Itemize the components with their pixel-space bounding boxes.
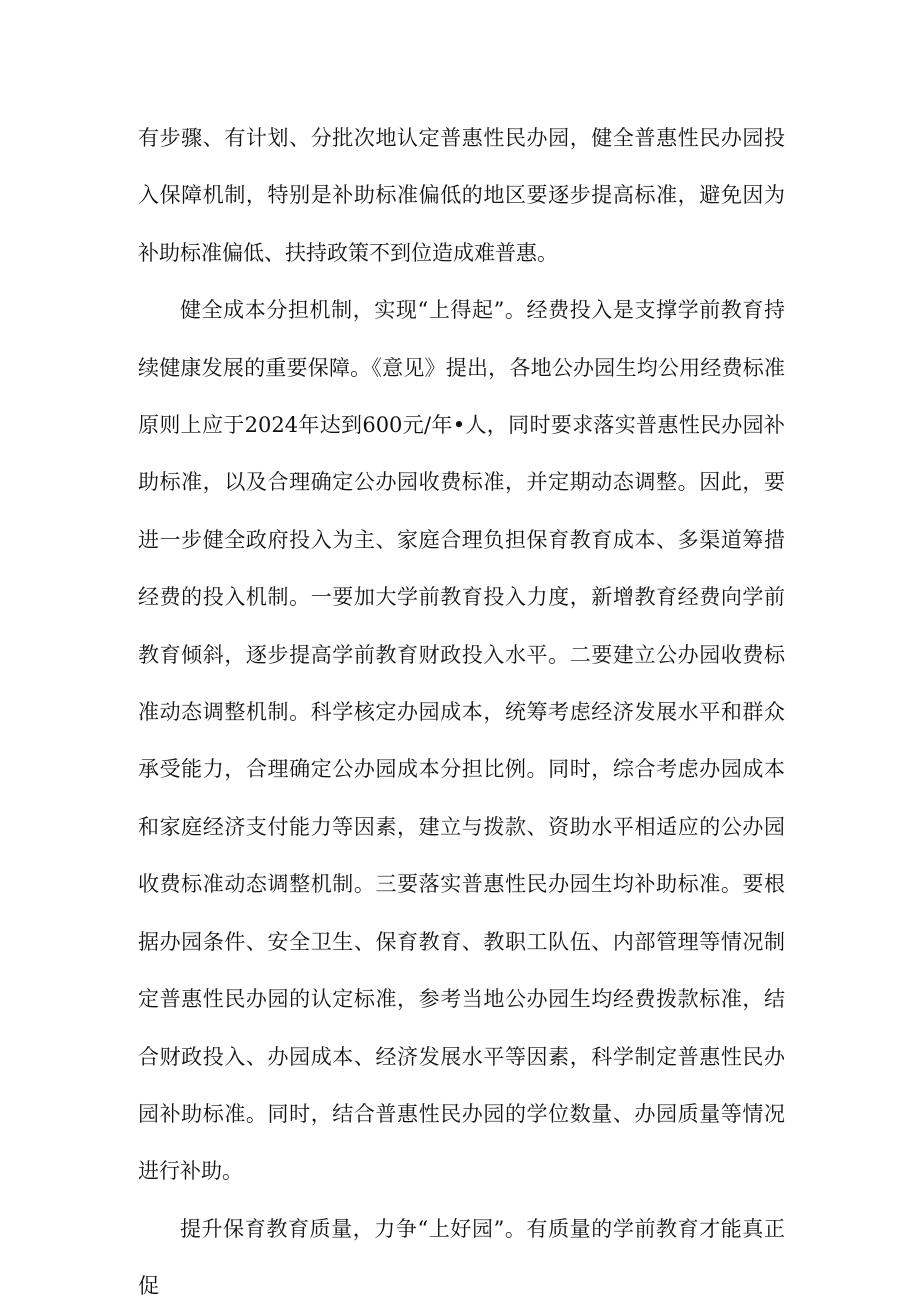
- paragraph-3: 提升保育教育质量，力争“上好园”。有质量的学前教育才能真正促: [138, 1216, 785, 1299]
- paragraph-2: 健全成本分担机制，实现“上得起”。经费投入是支撑学前教育持续健康发展的重要保障。《意见》提出，各地公办园生均公用经费标准原则上应于2024年达到600元/年•人，同时要求落实普惠性民办园补助标准，以及合理确定公办园收费标准，并定期动态调整。因此，要进一步健全政府投入为主、家庭合理负担保育教育成本、多渠道筹措经费的投入机制。一要加大学前教育投入力度，新增教育经费向学前教育倾斜，逐步提高学前教育财政投入水平。二要建立公办园收费标准动态调整机制。科学核定办园成本，统筹考虑经济发展水平和群众承受能力，合理确定公办园成本分担比例。同时，综合考虑办园成本和家庭经济支付能力等因素，建立与拨款、资助水平相适应的公办园收费标准动态调整机制。三要落实普惠性民办园生均补助标准。要根据办园条件、安全卫生、保育教育、教职工队伍、内部管理等情况制定普惠性民办园的认定标准，参考当地公办园生均经费拨款标准，结合财政投入、办园成本、经济发展水平等因素，科学制定普惠性民办园补助标准。同时，结合普惠性民办园的学位数量、办园质量等情况进行补助。: [138, 298, 785, 1184]
- paragraph-1: 有步骤、有计划、分批次地认定普惠性民办园，健全普惠性民办园投入保障机制，特别是补助标准偏低的地区要逐步提高标准，避免因为补助标准偏低、扶持政策不到位造成难普惠。: [138, 126, 785, 265]
- document-body: [138, 110, 785, 1316]
